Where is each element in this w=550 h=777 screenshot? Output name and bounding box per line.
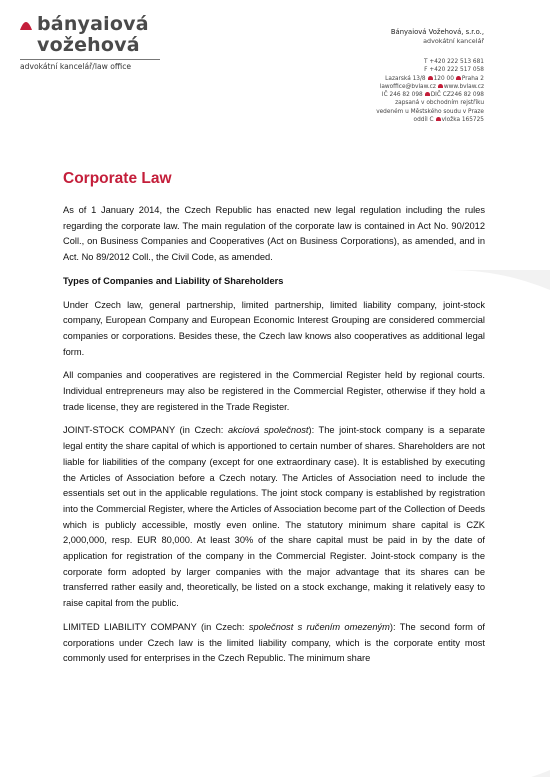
document-title: Corporate Law — [63, 170, 172, 187]
vat-id: DIČ CZ246 82 098 — [430, 92, 484, 99]
paragraph-llc — [63, 620, 485, 667]
document-body — [63, 203, 485, 675]
llc-lead: LIMITED LIABILITY COMPANY (in Czech: — [63, 621, 249, 632]
address-street: Lazarská 13/8 — [385, 75, 426, 82]
joint-stock-term: akciová společnost — [227, 425, 309, 436]
joint-stock-lead: JOINT-STOCK COMPANY (in Czech: — [63, 425, 228, 436]
joint-stock-text: ): The joint-stock company is a separate legal entity the share capital of which is apportioned to certain number of shares. Shareholders are not liable for liabilities of the company (except for one extraordinary case). It is established by executing the Articles of Association before a Czech notary. The Articles of Association need to include the essentials set out in the applicable regulations. The joint stock company is established by registration into the Commercial Register, where the Articles of Association become part of the Collection of Deeds which is publicly accessible, mostly even online. The statutory minimum share capital is CZK 2,000,000, resp. EUR 80,000. At least 30% of the share capital must be paid in by the date of application for registration of the company in the Commercial Register. Joint-stock company is the corporate form adopted by larger companies with the major advantage that its shares can be transferred rather easily and, theoretically, be listed on a stock exchange, making it relatively easy to raise capital from the public. — [63, 425, 485, 609]
contact-phone: T +420 222 513 681 — [423, 59, 484, 65]
logo-row-2 — [20, 35, 160, 56]
paragraph-company-types: Under Czech law, general partnership, limited partnership, limited liability company, joint-stock company, European Company and European Economic Interest Grouping are considered commercial companies or corporations. Besides these, the Czech law knows also cooperatives as additional legal form. — [63, 299, 485, 357]
contact-block — [376, 28, 484, 124]
firm-subtitle: advokátní kancelář — [423, 37, 484, 45]
firm-logo — [20, 14, 160, 71]
register-insert: vložka 165725 — [441, 117, 484, 124]
firm-name: Bányaiová Vožehová, s.r.o., — [390, 28, 484, 36]
register-section: oddíl C — [413, 117, 434, 124]
register-line-3 — [376, 116, 484, 124]
paragraph-intro: As of 1 January 2014, the Czech Republic has enacted new legal regulation including the rules regarding the corporate law. The main regulation of the corporate law is contained in Act No. 90/2012 Coll., on Business Companies and Cooperatives (Act on Business Corporations), as amended, and in Act. No 89/2012 Coll., the Civil Code, as amended. — [63, 205, 485, 263]
separator-icon — [456, 76, 461, 80]
company-id: IČ 246 82 098 — [381, 92, 423, 99]
address-city: Praha 2 — [461, 75, 484, 82]
contact-online — [376, 83, 484, 91]
section-heading: Types of Companies and Liability of Shareholders — [63, 275, 284, 286]
logo-tagline: advokátní kancelář/law office — [20, 59, 160, 71]
contact-web[interactable]: www.bvlaw.cz — [443, 83, 484, 90]
paragraph-registers: All companies and cooperatives are registered in the Commercial Register held by regional courts. Individual entrepreneurs may also be registered in the Commercial Register, otherwise if they hold a trade license, they are registered in the Trade Register. — [63, 370, 485, 412]
logo-word-2: vožehová — [37, 34, 140, 56]
logo-row-1 — [20, 14, 160, 35]
register-line-2: vedeném u Městského soudu v Praze — [376, 108, 484, 115]
separator-icon — [425, 92, 430, 96]
separator-icon — [428, 76, 433, 80]
llc-term: společnost s ručením omezeným — [248, 621, 390, 632]
contact-ids — [376, 91, 484, 99]
logo-word-1: bányaiová — [37, 13, 149, 35]
logo-mark-icon — [20, 20, 32, 30]
register-line-1: zapsaná v obchodním rejstříku — [395, 100, 484, 107]
separator-icon — [438, 84, 443, 88]
contact-address — [376, 75, 484, 83]
contact-email[interactable]: lawoffice@bvlaw.cz — [379, 83, 436, 90]
address-zip: 120 00 — [433, 75, 454, 82]
paragraph-joint-stock — [63, 423, 485, 611]
separator-icon — [436, 117, 441, 121]
contact-fax: F +420 222 517 058 — [424, 67, 484, 74]
llc-text: ): The second form of corporations under Czech law is the limited liability company, which is the corporate entity most commonly used for enterprises in the Czech Republic. The minimum share — [63, 621, 485, 664]
